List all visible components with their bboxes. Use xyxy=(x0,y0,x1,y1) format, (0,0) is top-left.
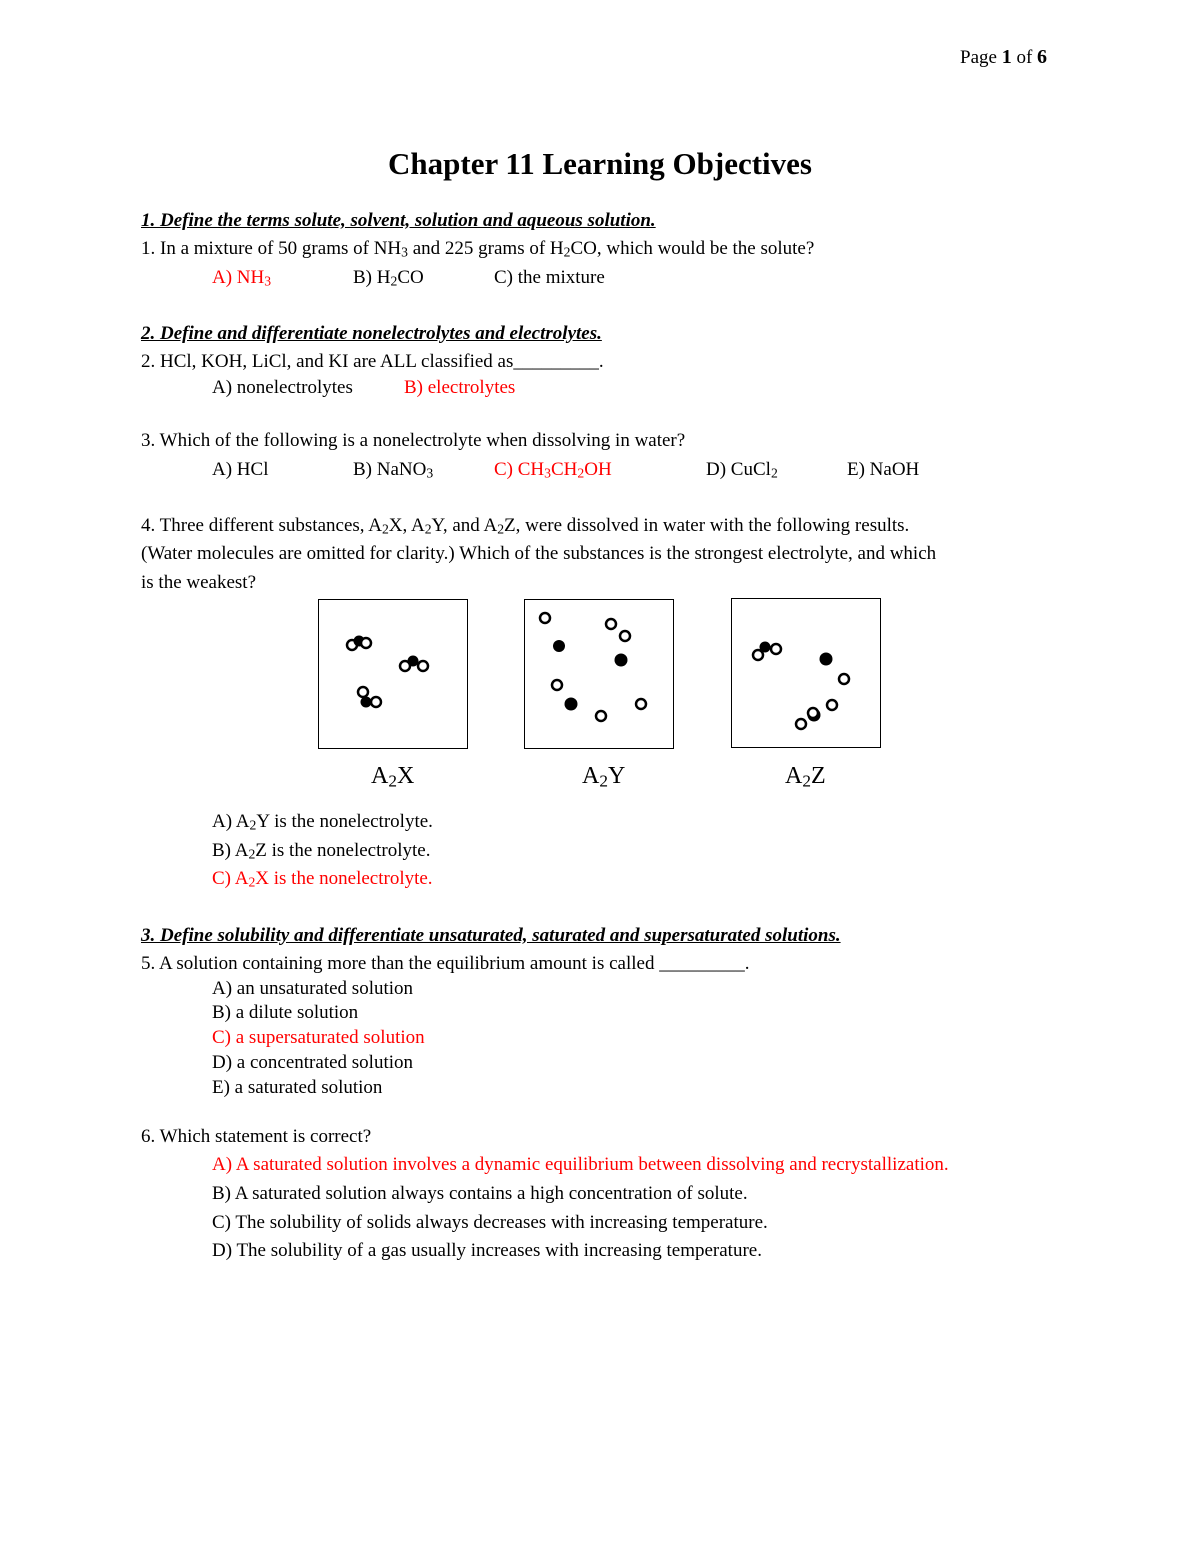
diagram-box-a2z xyxy=(731,598,881,748)
question-4-line-3: is the weakest? xyxy=(141,572,257,593)
page-title: Chapter 11 Learning Objectives xyxy=(388,146,812,181)
objective-3-heading: 3. Define solubility and differentiate unsaturated, saturated and supersaturated solutions. xyxy=(141,925,841,946)
q4-option-b: B) $A_2Z$ is the nonelectrolyte. xyxy=(212,840,431,862)
a2z-particles xyxy=(732,599,882,749)
diagram-box-a2y xyxy=(524,599,674,749)
q3-option-a: A) HCl xyxy=(212,459,269,480)
q1-option-b: B) $H_2CO$ xyxy=(353,267,424,289)
question-1-text: 1. In a mixture of 50 grams of $NH_3$ and 225 grams of $H_2CO$, which would be the solute? xyxy=(141,238,815,260)
q4-option-a: A) $A_2Y$ is the nonelectrolyte. xyxy=(212,811,433,833)
objective-2-heading: 2. Define and differentiate nonelectrolytes and electrolytes. xyxy=(141,323,602,344)
q5-option-b: B) a dilute solution xyxy=(212,1002,359,1023)
q5-option-d: D) a concentrated solution xyxy=(212,1052,414,1073)
q6-option-a: A) A saturated solution involves a dynamic equilibrium between dissolving and recrystallization. xyxy=(212,1154,949,1175)
q5-option-c: C) a supersaturated solution xyxy=(212,1027,425,1048)
diagram-box-a2x xyxy=(318,599,468,749)
question-5-text: 5. A solution containing more than the equilibrium amount is called _________. xyxy=(141,953,750,974)
page-number: Page 1 of 6 xyxy=(960,46,1048,68)
q2-option-a: A) nonelectrolytes xyxy=(212,377,353,398)
q3-option-d: D) CuCl$_2$ xyxy=(706,459,778,481)
question-4-line-1: 4. Three different substances, $A_2X$, $A_2Y$, and $A_2Z$, were dissolved in water with the following results. xyxy=(141,515,910,537)
q3-option-c: C) $CH_3CH_2OH$ xyxy=(494,459,612,481)
q1-option-c: C) the mixture xyxy=(494,267,605,288)
question-6-text: 6. Which statement is correct? xyxy=(141,1126,372,1147)
question-3-text: 3. Which of the following is a nonelectrolyte when dissolving in water? xyxy=(141,430,686,451)
question-2-text: 2. HCl, KOH, LiCl, and KI are ALL classified as_________. xyxy=(141,351,604,372)
q1-option-a: A) $NH_3$ xyxy=(212,267,272,289)
diagram-label-a2x: $A_2X$ xyxy=(371,763,415,791)
q3-option-b: B) NaNO$_3$ xyxy=(353,459,434,481)
q4-option-c: C) $A_2X$ is the nonelectrolyte. xyxy=(212,868,433,890)
q6-option-d: D) The solubility of a gas usually increases with increasing temperature. xyxy=(212,1240,762,1261)
q6-option-c: C) The solubility of solids always decreases with increasing temperature. xyxy=(212,1212,768,1233)
q3-option-e: E) NaOH xyxy=(847,459,920,480)
q5-option-a: A) an unsaturated solution xyxy=(212,978,414,999)
objective-1-heading: 1. Define the terms solute, solvent, solution and aqueous solution. xyxy=(141,210,656,231)
a2x-particles xyxy=(319,600,469,750)
diagram-label-a2y: $A_2Y$ xyxy=(582,763,626,791)
q5-option-e: E) a saturated solution xyxy=(212,1077,383,1098)
a2y-particles xyxy=(525,600,675,750)
diagram-label-a2z: $A_2Z$ xyxy=(785,763,826,791)
question-4-line-2: (Water molecules are omitted for clarity.) Which of the substances is the strongest electrolyte, and which xyxy=(141,543,937,564)
q2-option-b: B) electrolytes xyxy=(404,377,516,398)
q6-option-b: B) A saturated solution always contains a high concentration of solute. xyxy=(212,1183,748,1204)
